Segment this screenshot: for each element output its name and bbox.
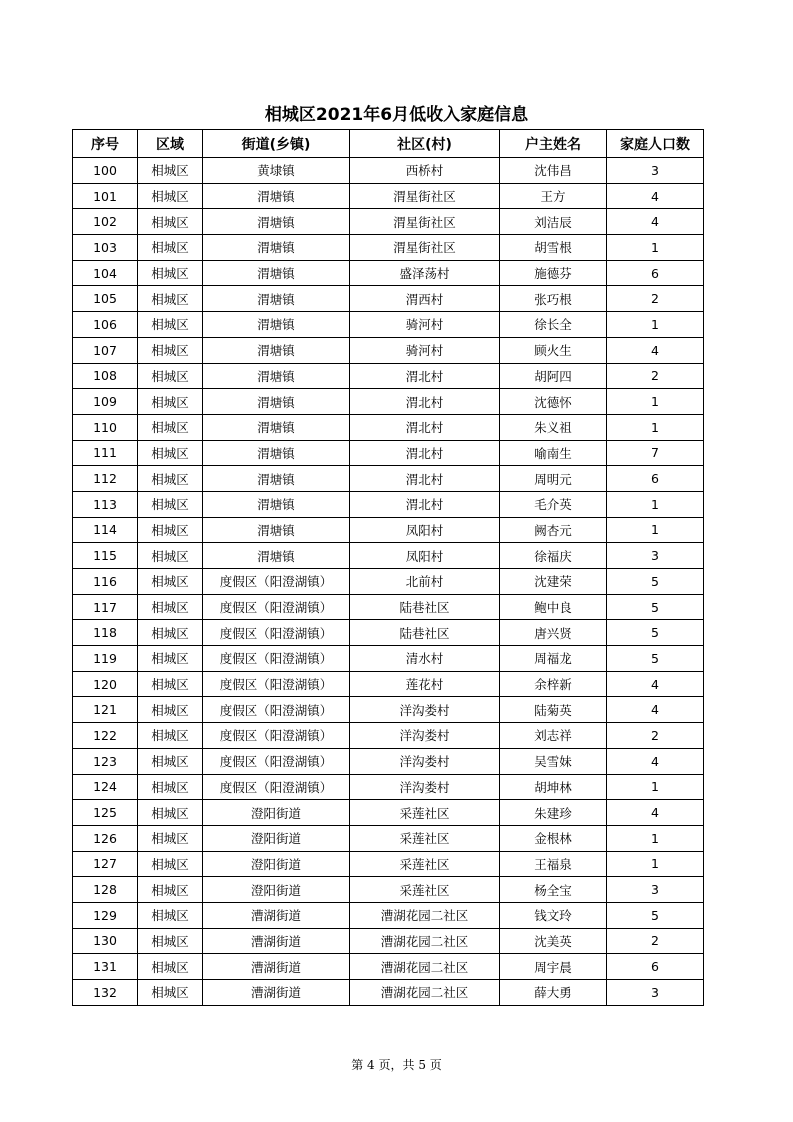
table-row bbox=[73, 286, 704, 312]
cell-street: 度假区（阳澄湖镇） bbox=[203, 748, 350, 774]
cell-family-size: 4 bbox=[607, 748, 704, 774]
cell-householder: 胡坤林 bbox=[500, 774, 607, 800]
cell-community: 骑河村 bbox=[350, 312, 500, 338]
cell-community: 渭星街社区 bbox=[350, 183, 500, 209]
cell-area: 相城区 bbox=[138, 209, 203, 235]
cell-area: 相城区 bbox=[138, 825, 203, 851]
cell-street: 渭塘镇 bbox=[203, 312, 350, 338]
cell-family-size: 6 bbox=[607, 466, 704, 492]
cell-family-size: 2 bbox=[607, 723, 704, 749]
cell-householder: 王福泉 bbox=[500, 851, 607, 877]
cell-index: 111 bbox=[73, 440, 138, 466]
cell-householder: 唐兴贤 bbox=[500, 620, 607, 646]
cell-householder: 周福龙 bbox=[500, 646, 607, 672]
cell-family-size: 2 bbox=[607, 928, 704, 954]
cell-index: 114 bbox=[73, 517, 138, 543]
cell-householder: 吴雪妹 bbox=[500, 748, 607, 774]
cell-street: 度假区（阳澄湖镇） bbox=[203, 774, 350, 800]
cell-street: 渭塘镇 bbox=[203, 543, 350, 569]
cell-householder: 顾火生 bbox=[500, 337, 607, 363]
cell-area: 相城区 bbox=[138, 697, 203, 723]
data-table bbox=[72, 129, 704, 1006]
cell-community: 凤阳村 bbox=[350, 543, 500, 569]
table-row bbox=[73, 800, 704, 826]
table-row bbox=[73, 825, 704, 851]
cell-community: 漕湖花园二社区 bbox=[350, 928, 500, 954]
cell-street: 渭塘镇 bbox=[203, 363, 350, 389]
cell-index: 103 bbox=[73, 235, 138, 261]
cell-area: 相城区 bbox=[138, 646, 203, 672]
cell-area: 相城区 bbox=[138, 877, 203, 903]
cell-householder: 金根林 bbox=[500, 825, 607, 851]
cell-index: 116 bbox=[73, 569, 138, 595]
cell-street: 渭塘镇 bbox=[203, 209, 350, 235]
header-cell-area: 区域 bbox=[138, 130, 203, 158]
cell-householder: 徐长全 bbox=[500, 312, 607, 338]
cell-family-size: 6 bbox=[607, 954, 704, 980]
cell-street: 度假区（阳澄湖镇） bbox=[203, 569, 350, 595]
table-row bbox=[73, 312, 704, 338]
cell-area: 相城区 bbox=[138, 723, 203, 749]
cell-area: 相城区 bbox=[138, 748, 203, 774]
cell-community: 渭北村 bbox=[350, 389, 500, 415]
cell-street: 渭塘镇 bbox=[203, 440, 350, 466]
cell-area: 相城区 bbox=[138, 260, 203, 286]
cell-street: 度假区（阳澄湖镇） bbox=[203, 646, 350, 672]
cell-index: 129 bbox=[73, 902, 138, 928]
cell-index: 120 bbox=[73, 671, 138, 697]
cell-householder: 钱文玲 bbox=[500, 902, 607, 928]
cell-family-size: 4 bbox=[607, 183, 704, 209]
cell-index: 105 bbox=[73, 286, 138, 312]
cell-area: 相城区 bbox=[138, 543, 203, 569]
cell-family-size: 1 bbox=[607, 851, 704, 877]
cell-householder: 喻南生 bbox=[500, 440, 607, 466]
cell-area: 相城区 bbox=[138, 569, 203, 595]
cell-index: 113 bbox=[73, 491, 138, 517]
cell-householder: 薛大勇 bbox=[500, 980, 607, 1006]
cell-family-size: 1 bbox=[607, 825, 704, 851]
cell-community: 洋沟娄村 bbox=[350, 774, 500, 800]
cell-community: 采莲社区 bbox=[350, 851, 500, 877]
cell-area: 相城区 bbox=[138, 337, 203, 363]
cell-street: 渭塘镇 bbox=[203, 414, 350, 440]
cell-householder: 毛介英 bbox=[500, 491, 607, 517]
cell-area: 相城区 bbox=[138, 980, 203, 1006]
cell-householder: 张巧根 bbox=[500, 286, 607, 312]
table-row bbox=[73, 748, 704, 774]
cell-householder: 胡阿四 bbox=[500, 363, 607, 389]
table-row bbox=[73, 158, 704, 184]
cell-householder: 沈伟昌 bbox=[500, 158, 607, 184]
cell-family-size: 1 bbox=[607, 491, 704, 517]
cell-family-size: 5 bbox=[607, 646, 704, 672]
cell-householder: 鲍中良 bbox=[500, 594, 607, 620]
cell-index: 132 bbox=[73, 980, 138, 1006]
cell-index: 104 bbox=[73, 260, 138, 286]
cell-index: 117 bbox=[73, 594, 138, 620]
cell-family-size: 5 bbox=[607, 902, 704, 928]
cell-householder: 朱建珍 bbox=[500, 800, 607, 826]
cell-street: 漕湖街道 bbox=[203, 928, 350, 954]
cell-community: 凤阳村 bbox=[350, 517, 500, 543]
cell-index: 125 bbox=[73, 800, 138, 826]
cell-community: 北前村 bbox=[350, 569, 500, 595]
table-body bbox=[73, 158, 704, 1006]
table-row bbox=[73, 851, 704, 877]
cell-householder: 徐福庆 bbox=[500, 543, 607, 569]
table-row bbox=[73, 337, 704, 363]
cell-index: 109 bbox=[73, 389, 138, 415]
cell-street: 漕湖街道 bbox=[203, 954, 350, 980]
cell-street: 渭塘镇 bbox=[203, 183, 350, 209]
cell-street: 渭塘镇 bbox=[203, 389, 350, 415]
cell-street: 渭塘镇 bbox=[203, 260, 350, 286]
cell-community: 漕湖花园二社区 bbox=[350, 980, 500, 1006]
cell-community: 渭北村 bbox=[350, 440, 500, 466]
table-row bbox=[73, 414, 704, 440]
table-row bbox=[73, 491, 704, 517]
table-header bbox=[73, 130, 704, 158]
cell-householder: 沈德怀 bbox=[500, 389, 607, 415]
header-cell-index: 序号 bbox=[73, 130, 138, 158]
cell-street: 澄阳街道 bbox=[203, 877, 350, 903]
cell-area: 相城区 bbox=[138, 286, 203, 312]
table-row bbox=[73, 517, 704, 543]
cell-index: 122 bbox=[73, 723, 138, 749]
table-row bbox=[73, 620, 704, 646]
table-row bbox=[73, 697, 704, 723]
cell-community: 漕湖花园二社区 bbox=[350, 902, 500, 928]
cell-area: 相城区 bbox=[138, 594, 203, 620]
cell-family-size: 6 bbox=[607, 260, 704, 286]
table-row bbox=[73, 569, 704, 595]
cell-family-size: 4 bbox=[607, 697, 704, 723]
table-row bbox=[73, 235, 704, 261]
cell-community: 渭北村 bbox=[350, 491, 500, 517]
cell-area: 相城区 bbox=[138, 158, 203, 184]
cell-community: 采莲社区 bbox=[350, 825, 500, 851]
table-row bbox=[73, 954, 704, 980]
table-row bbox=[73, 440, 704, 466]
cell-area: 相城区 bbox=[138, 517, 203, 543]
table-row bbox=[73, 594, 704, 620]
cell-community: 骑河村 bbox=[350, 337, 500, 363]
cell-area: 相城区 bbox=[138, 183, 203, 209]
page-title: 相城区2021年6月低收入家庭信息 bbox=[264, 105, 529, 125]
table-row bbox=[73, 928, 704, 954]
cell-community: 渭北村 bbox=[350, 363, 500, 389]
cell-index: 102 bbox=[73, 209, 138, 235]
cell-family-size: 1 bbox=[607, 389, 704, 415]
cell-street: 渭塘镇 bbox=[203, 517, 350, 543]
cell-area: 相城区 bbox=[138, 389, 203, 415]
cell-area: 相城区 bbox=[138, 800, 203, 826]
cell-area: 相城区 bbox=[138, 954, 203, 980]
cell-community: 漕湖花园二社区 bbox=[350, 954, 500, 980]
cell-index: 108 bbox=[73, 363, 138, 389]
header-cell-householder: 户主姓名 bbox=[500, 130, 607, 158]
cell-community: 采莲社区 bbox=[350, 877, 500, 903]
cell-street: 漕湖街道 bbox=[203, 902, 350, 928]
cell-householder: 施德芬 bbox=[500, 260, 607, 286]
cell-community: 渭北村 bbox=[350, 466, 500, 492]
cell-area: 相城区 bbox=[138, 928, 203, 954]
cell-street: 澄阳街道 bbox=[203, 825, 350, 851]
cell-index: 107 bbox=[73, 337, 138, 363]
cell-family-size: 2 bbox=[607, 286, 704, 312]
table-row bbox=[73, 774, 704, 800]
cell-householder: 刘志祥 bbox=[500, 723, 607, 749]
cell-family-size: 5 bbox=[607, 620, 704, 646]
cell-householder: 周明元 bbox=[500, 466, 607, 492]
cell-community: 洋沟娄村 bbox=[350, 697, 500, 723]
header-row bbox=[73, 130, 704, 158]
cell-community: 洋沟娄村 bbox=[350, 723, 500, 749]
cell-street: 渭塘镇 bbox=[203, 466, 350, 492]
cell-index: 110 bbox=[73, 414, 138, 440]
cell-index: 131 bbox=[73, 954, 138, 980]
cell-area: 相城区 bbox=[138, 363, 203, 389]
cell-householder: 杨全宝 bbox=[500, 877, 607, 903]
table-row bbox=[73, 671, 704, 697]
cell-householder: 沈美英 bbox=[500, 928, 607, 954]
cell-index: 112 bbox=[73, 466, 138, 492]
table-row bbox=[73, 877, 704, 903]
cell-street: 度假区（阳澄湖镇） bbox=[203, 671, 350, 697]
cell-index: 106 bbox=[73, 312, 138, 338]
cell-family-size: 3 bbox=[607, 158, 704, 184]
cell-community: 陆巷社区 bbox=[350, 620, 500, 646]
cell-family-size: 4 bbox=[607, 800, 704, 826]
table-row bbox=[73, 363, 704, 389]
cell-family-size: 4 bbox=[607, 209, 704, 235]
page-footer: 第 4 页，共 5 页 bbox=[351, 1058, 442, 1072]
cell-street: 度假区（阳澄湖镇） bbox=[203, 594, 350, 620]
cell-street: 澄阳街道 bbox=[203, 851, 350, 877]
cell-area: 相城区 bbox=[138, 620, 203, 646]
cell-family-size: 5 bbox=[607, 569, 704, 595]
cell-area: 相城区 bbox=[138, 902, 203, 928]
cell-street: 渭塘镇 bbox=[203, 235, 350, 261]
cell-index: 101 bbox=[73, 183, 138, 209]
cell-family-size: 2 bbox=[607, 363, 704, 389]
table-row bbox=[73, 902, 704, 928]
cell-index: 115 bbox=[73, 543, 138, 569]
table-row bbox=[73, 646, 704, 672]
cell-family-size: 1 bbox=[607, 517, 704, 543]
cell-community: 洋沟娄村 bbox=[350, 748, 500, 774]
cell-householder: 刘洁辰 bbox=[500, 209, 607, 235]
cell-index: 124 bbox=[73, 774, 138, 800]
cell-area: 相城区 bbox=[138, 851, 203, 877]
cell-index: 126 bbox=[73, 825, 138, 851]
cell-family-size: 3 bbox=[607, 543, 704, 569]
cell-community: 渭星街社区 bbox=[350, 209, 500, 235]
cell-community: 渭西村 bbox=[350, 286, 500, 312]
cell-householder: 周宇晨 bbox=[500, 954, 607, 980]
cell-street: 度假区（阳澄湖镇） bbox=[203, 723, 350, 749]
cell-householder: 沈建荣 bbox=[500, 569, 607, 595]
cell-street: 渭塘镇 bbox=[203, 286, 350, 312]
cell-householder: 余梓新 bbox=[500, 671, 607, 697]
header-cell-street: 街道(乡镇) bbox=[203, 130, 350, 158]
cell-family-size: 4 bbox=[607, 671, 704, 697]
cell-area: 相城区 bbox=[138, 440, 203, 466]
cell-area: 相城区 bbox=[138, 491, 203, 517]
cell-community: 渭星街社区 bbox=[350, 235, 500, 261]
cell-family-size: 4 bbox=[607, 337, 704, 363]
cell-community: 渭北村 bbox=[350, 414, 500, 440]
cell-street: 度假区（阳澄湖镇） bbox=[203, 620, 350, 646]
cell-community: 盛泽荡村 bbox=[350, 260, 500, 286]
cell-area: 相城区 bbox=[138, 774, 203, 800]
cell-street: 澄阳街道 bbox=[203, 800, 350, 826]
table-row bbox=[73, 389, 704, 415]
cell-area: 相城区 bbox=[138, 671, 203, 697]
cell-community: 陆巷社区 bbox=[350, 594, 500, 620]
cell-area: 相城区 bbox=[138, 312, 203, 338]
cell-area: 相城区 bbox=[138, 414, 203, 440]
cell-family-size: 7 bbox=[607, 440, 704, 466]
cell-street: 度假区（阳澄湖镇） bbox=[203, 697, 350, 723]
cell-index: 100 bbox=[73, 158, 138, 184]
table-row bbox=[73, 209, 704, 235]
cell-street: 漕湖街道 bbox=[203, 980, 350, 1006]
cell-street: 黄埭镇 bbox=[203, 158, 350, 184]
cell-community: 莲花村 bbox=[350, 671, 500, 697]
cell-family-size: 3 bbox=[607, 980, 704, 1006]
cell-householder: 阙杏元 bbox=[500, 517, 607, 543]
cell-family-size: 1 bbox=[607, 414, 704, 440]
cell-street: 渭塘镇 bbox=[203, 337, 350, 363]
table-row bbox=[73, 260, 704, 286]
cell-area: 相城区 bbox=[138, 235, 203, 261]
cell-community: 清水村 bbox=[350, 646, 500, 672]
table-row bbox=[73, 723, 704, 749]
cell-index: 121 bbox=[73, 697, 138, 723]
cell-index: 119 bbox=[73, 646, 138, 672]
table-row bbox=[73, 183, 704, 209]
cell-area: 相城区 bbox=[138, 466, 203, 492]
cell-index: 127 bbox=[73, 851, 138, 877]
cell-family-size: 1 bbox=[607, 312, 704, 338]
cell-householder: 王方 bbox=[500, 183, 607, 209]
header-cell-community: 社区(村) bbox=[350, 130, 500, 158]
cell-index: 118 bbox=[73, 620, 138, 646]
cell-family-size: 5 bbox=[607, 594, 704, 620]
cell-family-size: 3 bbox=[607, 877, 704, 903]
cell-community: 采莲社区 bbox=[350, 800, 500, 826]
cell-street: 渭塘镇 bbox=[203, 491, 350, 517]
table-row bbox=[73, 543, 704, 569]
table-row bbox=[73, 466, 704, 492]
cell-householder: 朱义祖 bbox=[500, 414, 607, 440]
cell-index: 128 bbox=[73, 877, 138, 903]
cell-family-size: 1 bbox=[607, 774, 704, 800]
cell-index: 123 bbox=[73, 748, 138, 774]
cell-householder: 陆菊英 bbox=[500, 697, 607, 723]
header-cell-family-size: 家庭人口数 bbox=[607, 130, 704, 158]
cell-community: 西桥村 bbox=[350, 158, 500, 184]
cell-householder: 胡雪根 bbox=[500, 235, 607, 261]
table-row bbox=[73, 980, 704, 1006]
cell-family-size: 1 bbox=[607, 235, 704, 261]
cell-index: 130 bbox=[73, 928, 138, 954]
